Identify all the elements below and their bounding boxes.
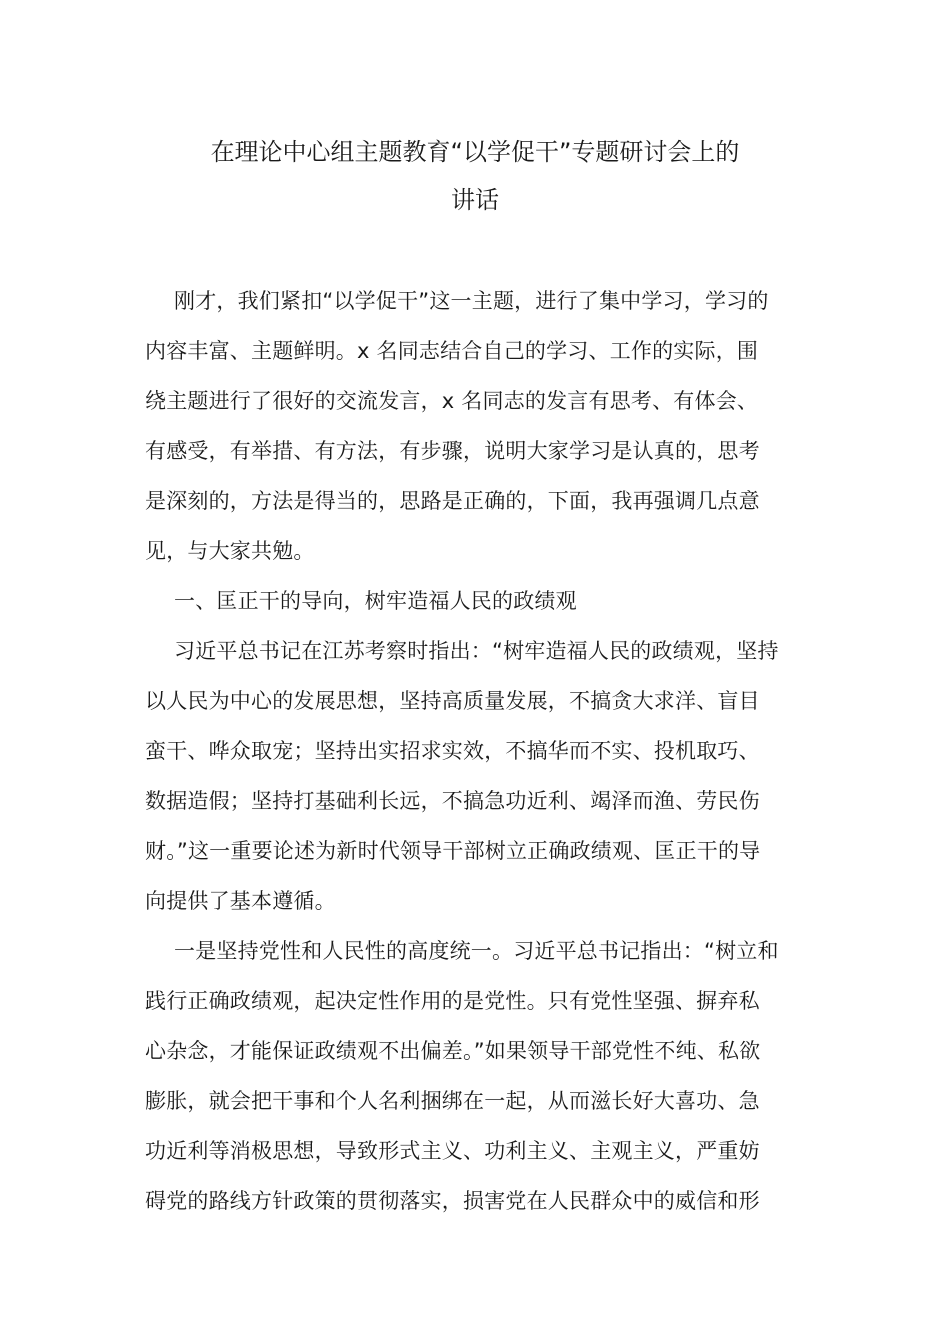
paragraph-3-line: 一是坚持党性和人民性的高度统一。习近平总书记指出：“树立和 (174, 939, 779, 963)
paragraph-1-line: 内容丰富、主题鲜明。x 名同志结合自己的学习、工作的实际，围 (145, 339, 759, 363)
paragraph-2-line: 习近平总书记在江苏考察时指出：“树牢造福人民的政绩观，坚持 (174, 639, 779, 663)
paragraph-3-line: 碍党的路线方针政策的贯彻落实，损害党在人民群众中的威信和形 (145, 1189, 760, 1213)
paragraph-2-line: 以人民为中心的发展思想，坚持高质量发展，不搞贪大求洋、盲目 (145, 689, 760, 713)
paragraph-1-line: 有感受，有举措、有方法，有步骤，说明大家学习是认真的，思考 (145, 439, 760, 463)
document-title (145, 128, 805, 224)
paragraph-3-line: 践行正确政绩观，起决定性作用的是党性。只有党性坚强、摒弃私 (145, 989, 760, 1013)
paragraph-3-line: 心杂念，才能保证政绩观不出偏差。”如果领导干部党性不纯、私欲 (145, 1039, 761, 1063)
paragraph-2-line: 向提供了基本遵循。 (145, 889, 336, 913)
paragraph-1-line: 绕主题进行了很好的交流发言，x 名同志的发言有思考、有体会、 (145, 389, 759, 413)
paragraph-1-line: 刚才，我们紧扣“以学促干”这一主题，进行了集中学习，学习的 (174, 289, 769, 313)
paragraph-1-line: 是深刻的，方法是得当的，思路是正确的，下面，我再强调几点意 (145, 489, 760, 513)
paragraph-3-line: 膨胀，就会把干事和个人名利捆绑在一起，从而滋长好大喜功、急 (145, 1089, 760, 1113)
paragraph-2-line: 财。”这一重要论述为新时代领导干部树立正确政绩观、匡正干的导 (145, 839, 761, 863)
title-line-1: 在理论中心组主题教育“以学促干”专题研讨会上的 (210, 138, 740, 166)
section-heading: 一、匡正干的导向，树牢造福人民的政绩观 (174, 589, 577, 613)
title-line-2: 讲话 (451, 186, 499, 214)
paragraph-3-line: 功近利等消极思想，导致形式主义、功利主义、主观主义，严重妨 (145, 1139, 760, 1163)
paragraph-1-line: 见，与大家共勉。 (145, 539, 315, 563)
paragraph-2-line: 蛮干、哗众取宠；坚持出实招求实效，不搞华而不实、投机取巧、 (145, 739, 760, 763)
paragraph-2-line: 数据造假；坚持打基础利长远，不搞急功近利、竭泽而渔、劳民伤 (145, 789, 760, 813)
document-body (145, 276, 807, 1226)
